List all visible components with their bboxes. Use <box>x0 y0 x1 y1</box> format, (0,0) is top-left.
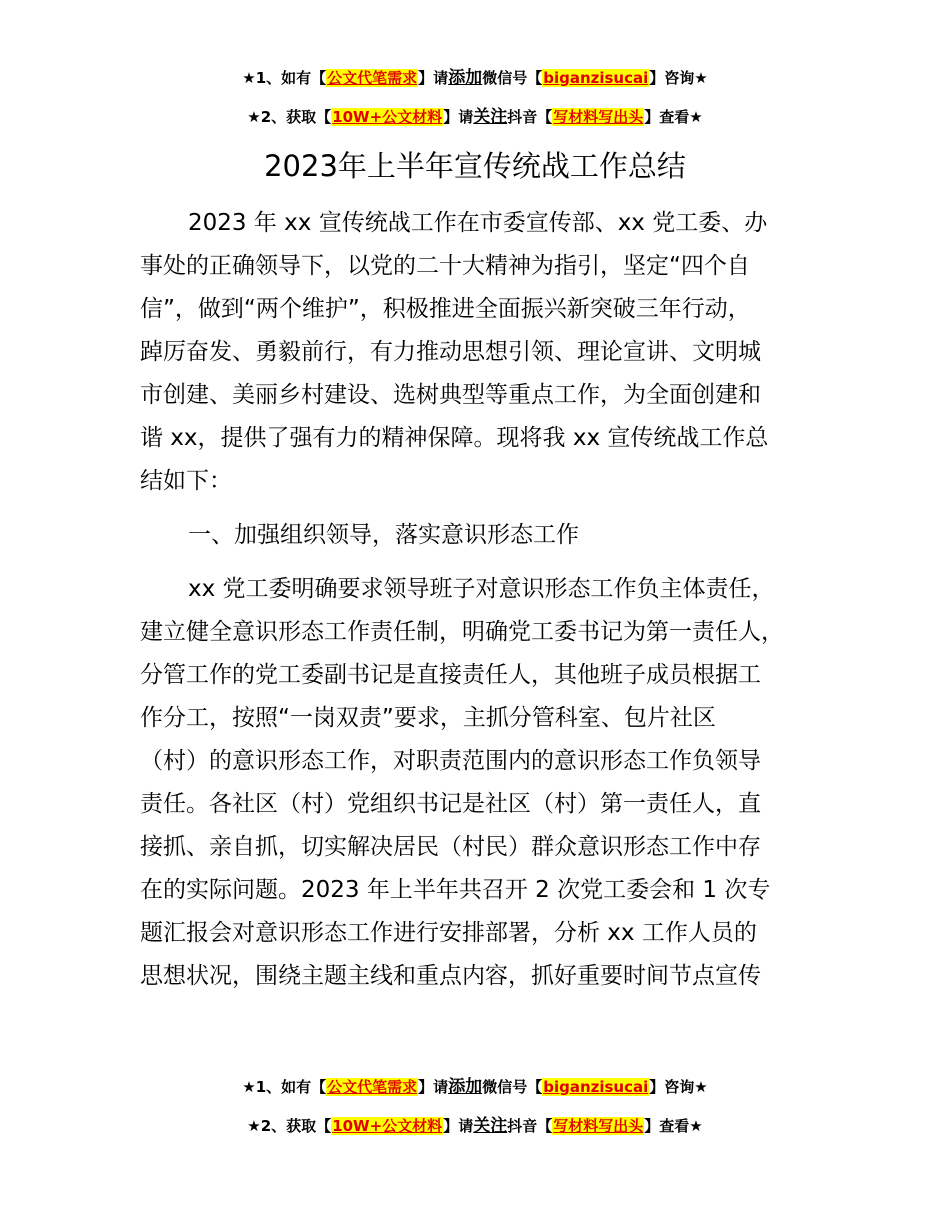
ad-underlined-action: 关注 <box>473 107 508 127</box>
ad-highlight-service: 公文代笔需求 <box>327 1078 418 1096</box>
paragraph-line: 在的实际问题。2023 年上半年共召开 2 次党工委会和 1 次专 <box>140 877 771 903</box>
ad-underlined-action: 添加 <box>448 68 483 88</box>
paragraph-line: 谐 xx，提供了强有力的精神保障。现将我 xx 宣传统战工作总 <box>140 425 769 451</box>
paragraph-line: 事处的正确领导下，以党的二十大精神为指引，坚定“四个自 <box>140 253 750 279</box>
ad-prefix: ★1、如有【 <box>242 69 327 87</box>
ad-prefix: ★1、如有【 <box>242 1078 327 1096</box>
footer-ad-line-2 <box>0 1115 950 1137</box>
document-title: 2023年上半年宣传统战工作总结 <box>264 149 686 183</box>
ad-suffix: 】查看★ <box>644 108 703 126</box>
header-ad-line-2 <box>0 106 950 128</box>
ad-text: 微信号【 <box>482 1078 543 1096</box>
ad-highlight-wechat-id: biganzisucai <box>543 1078 649 1096</box>
paragraph-line: 2023 年 xx 宣传统战工作在市委宣传部、xx 党工委、办 <box>188 210 768 236</box>
paragraph-line: （村）的意识形态工作，对职责范围内的意识形态工作负领导 <box>140 748 761 774</box>
ad-suffix: 】咨询★ <box>649 1078 708 1096</box>
paragraph-line: 责任。各社区（村）党组织书记是社区（村）第一责任人，直 <box>140 791 761 817</box>
paragraph-line: 市创建、美丽乡村建设、选树典型等重点工作，为全面创建和 <box>140 382 761 408</box>
ad-text: 】请 <box>443 108 474 126</box>
paragraph-line: 接抓、亲自抓，切实解决居民（村民）群众意识形态工作中存 <box>140 834 761 860</box>
ad-underlined-action: 添加 <box>448 1077 483 1097</box>
ad-highlight-douyin-id: 写材料写出头 <box>553 108 644 126</box>
paragraph-line: 题汇报会对意识形态工作进行安排部署，分析 xx 工作人员的 <box>140 920 757 946</box>
paragraph-line: 结如下： <box>140 468 232 494</box>
ad-highlight-materials: 10W+公文材料 <box>332 1117 443 1135</box>
ad-text: 微信号【 <box>482 69 543 87</box>
ad-text: 】请 <box>418 1078 449 1096</box>
ad-text: 】请 <box>418 69 449 87</box>
ad-text: 抖音【 <box>507 108 553 126</box>
paragraph-line: 作分工，按照“一岗双责”要求，主抓分管科室、包片社区 <box>140 705 716 731</box>
paragraph-line: 思想状况，围绕主题主线和重点内容，抓好重要时间节点宣传 <box>140 963 761 989</box>
ad-highlight-service: 公文代笔需求 <box>327 69 418 87</box>
ad-highlight-douyin-id: 写材料写出头 <box>553 1117 644 1135</box>
ad-highlight-materials: 10W+公文材料 <box>332 108 443 126</box>
paragraph-line: 踔厉奋发、勇毅前行，有力推动思想引领、理论宣讲、文明城 <box>140 339 761 365</box>
ad-underlined-action: 关注 <box>473 1116 508 1136</box>
section-heading: 一、加强组织领导，落实意识形态工作 <box>188 522 579 548</box>
paragraph-line: xx 党工委明确要求领导班子对意识形态工作负主体责任， <box>188 576 775 602</box>
paragraph-line: 建立健全意识形态工作责任制，明确党工委书记为第一责任人， <box>140 619 784 645</box>
paragraph-line: 分管工作的党工委副书记是直接责任人，其他班子成员根据工 <box>140 662 761 688</box>
ad-text: 】请 <box>443 1117 474 1135</box>
footer-ad-line-1 <box>0 1076 950 1098</box>
paragraph-line: 信”，做到“两个维护”，积极推进全面振兴新突破三年行动， <box>140 296 751 322</box>
ad-suffix: 】查看★ <box>644 1117 703 1135</box>
ad-highlight-wechat-id: biganzisucai <box>543 69 649 87</box>
header-ad-line-1 <box>0 67 950 89</box>
ad-prefix: ★2、获取【 <box>247 108 332 126</box>
ad-prefix: ★2、获取【 <box>247 1117 332 1135</box>
ad-text: 抖音【 <box>507 1117 553 1135</box>
ad-suffix: 】咨询★ <box>649 69 708 87</box>
